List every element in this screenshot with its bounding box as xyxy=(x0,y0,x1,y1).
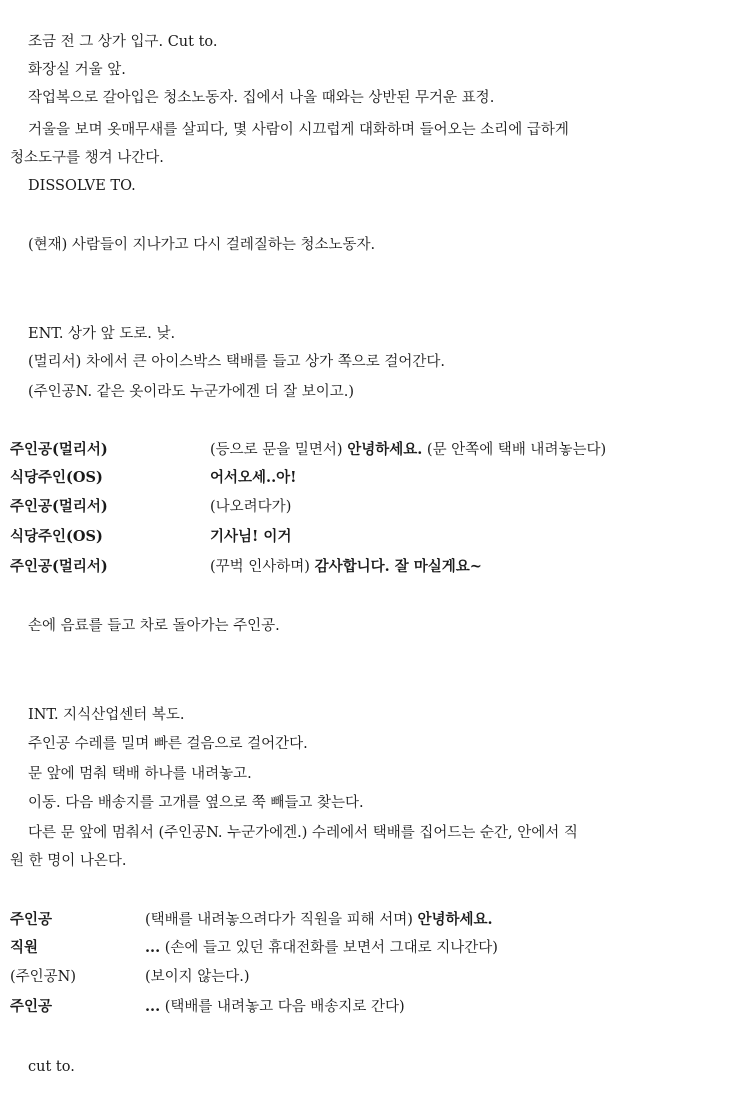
dialogue-row xyxy=(10,938,726,958)
scene-line: 이동. 다음 배송지를 고개를 옆으로 쭉 빼들고 찾는다. xyxy=(28,795,364,811)
dialogue-text: (등으로 문을 밀면서) 안녕하세요. (문 안쪽에 택배 내려놓는다) xyxy=(210,441,607,458)
transition-line: cut to. xyxy=(28,1059,75,1075)
scene-line: 조금 전 그 상가 입구. Cut to. xyxy=(28,34,218,50)
speaker-name: 주인공(멀리서) xyxy=(10,558,108,575)
speaker-name: 주인공(멀리서) xyxy=(10,441,108,458)
dialogue-text: (꾸벅 인사하며) 감사합니다. 잘 마실게요~ xyxy=(210,558,482,575)
speaker-name: 주인공 xyxy=(10,998,53,1015)
speaker-name: 직원 xyxy=(10,939,39,956)
dialogue-text: 어서오세..아! xyxy=(210,469,297,486)
dialogue-text: (나오려다가) xyxy=(210,499,292,515)
dialogue-row xyxy=(10,497,726,517)
dialogue-row xyxy=(10,967,726,987)
speaker-name: 식당주인(OS) xyxy=(10,469,103,486)
scene-line: 화장실 거울 앞. xyxy=(28,62,126,78)
dialogue-row xyxy=(10,440,726,460)
scene-line: 원 한 명이 나온다. xyxy=(10,853,127,869)
speaker-name: 식당주인(OS) xyxy=(10,528,103,545)
dialogue-row xyxy=(10,557,726,577)
transition-line: DISSOLVE TO. xyxy=(28,178,136,194)
dialogue-text: 기사님! 이거 xyxy=(210,528,292,545)
dialogue-row xyxy=(10,527,726,547)
scene-line: 주인공 수레를 밀며 빠른 걸음으로 걸어간다. xyxy=(28,736,308,752)
speaker-name: (주인공N) xyxy=(10,969,77,985)
scene-line: 거울을 보며 옷매무새를 살피다, 몇 사람이 시끄럽게 대화하며 들어오는 소리에 급하게 xyxy=(28,122,569,138)
dialogue-text: (택배를 내려놓으려다가 직원을 피해 서며) 안녕하세요. xyxy=(145,911,493,928)
scene-line: (현재) 사람들이 지나가고 다시 걸레질하는 청소노동자. xyxy=(28,237,376,253)
dialogue-row xyxy=(10,997,726,1017)
dialogue-text: ... (택배를 내려놓고 다음 배송지로 간다) xyxy=(145,998,405,1015)
dialogue-row xyxy=(10,910,726,930)
speaker-name: 주인공 xyxy=(10,911,53,928)
scene-line: 작업복으로 갈아입은 청소노동자. 집에서 나올 때와는 상반된 무거운 표정. xyxy=(28,90,495,106)
scene-line: 다른 문 앞에 멈춰서 (주인공N. 누군가에겐.) 수레에서 택배를 집어드는 순간, 안에서 직 xyxy=(28,825,578,841)
dialogue-row xyxy=(10,468,726,488)
scene-line: (주인공N. 같은 옷이라도 누군가에겐 더 잘 보이고.) xyxy=(28,384,355,400)
dialogue-text: ... (손에 들고 있던 휴대전화를 보면서 그대로 지나간다) xyxy=(145,939,498,956)
scene-heading: ENT. 상가 앞 도로. 낮. xyxy=(28,326,176,342)
scene-line: 문 앞에 멈춰 택배 하나를 내려놓고. xyxy=(28,766,252,782)
scene-heading: INT. 지식산업센터 복도. xyxy=(28,707,185,723)
scene-line: 손에 음료를 들고 차로 돌아가는 주인공. xyxy=(28,618,280,634)
scene-line: 청소도구를 챙겨 나간다. xyxy=(10,150,164,166)
scene-line: (멀리서) 차에서 큰 아이스박스 택배를 들고 상가 쪽으로 걸어간다. xyxy=(28,354,445,370)
speaker-name: 주인공(멀리서) xyxy=(10,498,108,515)
dialogue-text: (보이지 않는다.) xyxy=(145,969,250,985)
